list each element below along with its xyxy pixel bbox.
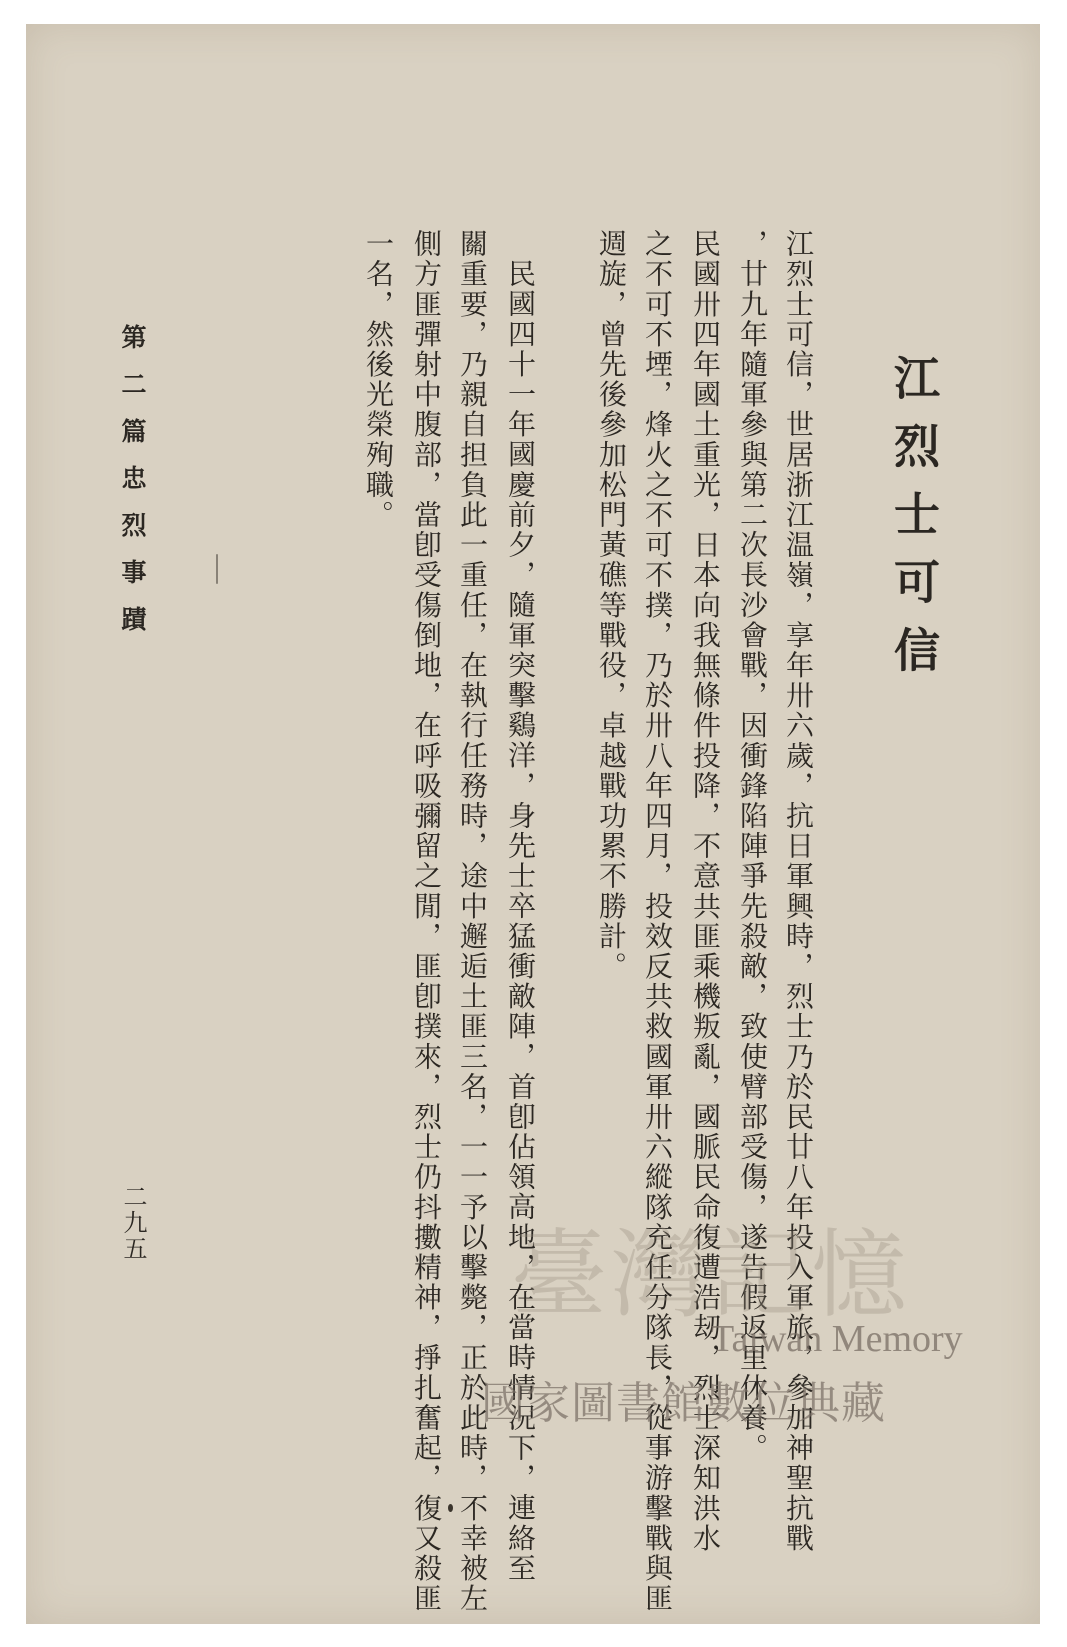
body-line-5: 週旋，曾先後參加松門黃礁等戰役，卓越戰功累不勝計。 — [595, 229, 628, 982]
body-line-6: 民國四十一年國慶前夕，隨軍突擊鷄洋，身先士卒猛衝敵陣，首卽佔領高地，在當時情況下，連絡至 — [504, 259, 537, 1584]
page-number: 二九五 — [119, 1184, 147, 1262]
body-line-7: 關重要，乃親自担負此一重任，在執行任務時，途中邂逅土匪三名，一一予以擊斃，正於此時，不幸被左 — [456, 229, 489, 1614]
paper-speck — [448, 1504, 453, 1512]
watermark-chinese: 臺灣記憶 — [511, 1219, 911, 1331]
body-line-2: ，廿九年隨軍參與第二次長沙會戰，因衝鋒陷陣爭先殺敵，致使臂部受傷，遂告假返里休養。 — [736, 229, 769, 1464]
watermark-english: Taiwan Memory — [711, 1318, 963, 1360]
body-line-1: 江烈士可信，世居浙江温嶺，享年卅六歲，抗日軍興時，烈士乃於民廿八年投入軍旅，參加神聖抗戰 — [782, 229, 815, 1554]
page-title: 江烈士可信 — [887, 354, 941, 694]
book-page — [26, 24, 1040, 1624]
body-line-9: 一名，然後光榮殉職。 — [362, 229, 395, 530]
body-line-8: 側方匪彈射中腹部，當卽受傷倒地，在呼吸彌留之閒，匪卽撲來，烈士仍抖擻精神，掙扎奮起，復又殺匪 — [410, 229, 443, 1614]
body-line-4: 之不可不堙，烽火之不可不撲，乃於卅八年四月，投效反共救國軍卅六縱隊充任分隊長，從事游擊戰與匪 — [641, 229, 674, 1614]
body-line-3: 民國卅四年國土重光，日本向我無條件投降，不意共匪乘機叛亂，國脈民命復遭浩刼，烈士深知洪水 — [689, 229, 722, 1554]
section-footer: 第二篇忠烈事蹟 — [118, 324, 147, 653]
paper-scratch — [216, 554, 218, 584]
watermark-subtitle: 國家圖書館數位典藏 — [481, 1378, 886, 1429]
